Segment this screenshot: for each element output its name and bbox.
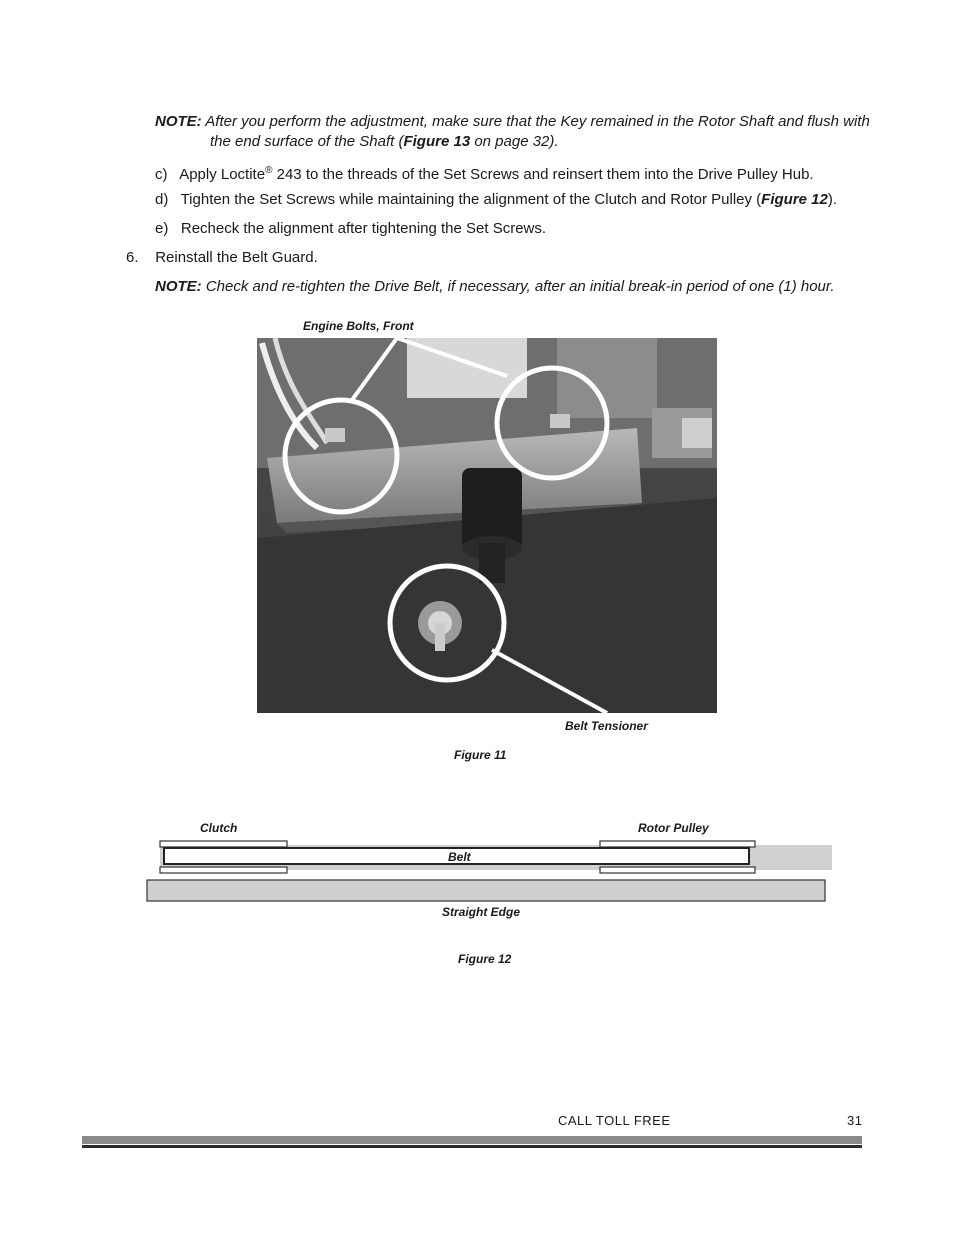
step-d-pre: Tighten the Set Screws while maintaining the alignment of the Clutch and Rotor Pulley ( [180,191,762,208]
step-e [155,219,546,239]
note-break-in [155,277,835,297]
step-d-post: ). [827,191,838,208]
step-c-marker: c) [155,166,168,183]
engine-mount-photo [257,338,717,713]
note2-label: NOTE: [155,278,202,295]
label-engine-bolts: Engine Bolts, Front [303,319,414,333]
note-text-line2-post: on page 32). [470,133,559,150]
step-c [155,161,814,185]
step-d [155,190,837,210]
figure-13-ref[interactable]: Figure 13 [403,133,471,150]
step-6-text: Reinstall the Belt Guard. [155,249,318,266]
note2-text: Check and re-tighten the Drive Belt, if necessary, after an initial break-in period of one (1) hour. [205,278,835,295]
note-text-line1: After you perform the adjustment, make sure that the Key remained in the Rotor Shaft and flush with [205,113,870,130]
figure-12-caption: Figure 12 [458,952,512,966]
registered-mark: ® [265,165,273,176]
label-belt-tensioner: Belt Tensioner [565,719,648,733]
footer-rule-dark [82,1145,862,1148]
alignment-diagram-svg [140,835,840,910]
engine-mount-illustration [257,338,717,713]
straight-edge-shape [147,880,825,901]
note-label: NOTE: [155,113,202,130]
rotor-pulley-upper-flange [600,841,755,847]
footer-rule-gray [82,1136,862,1144]
rotor-pulley-lower-flange [600,867,755,873]
step-e-text: Recheck the alignment after tightening the Set Screws. [180,220,547,237]
step-6 [126,248,318,268]
label-belt: Belt [448,850,471,864]
figure-12-ref[interactable]: Figure 12 [761,191,828,208]
step-6-marker: 6. [126,249,139,266]
alignment-diagram [140,835,840,910]
clutch-upper-flange [160,841,287,847]
step-c-post: 243 to the threads of the Set Screws and reinsert them into the Drive Pulley Hub. [272,166,814,183]
clutch-lower-flange [160,867,287,873]
step-c-pre: Apply Loctite [179,166,266,183]
page-number: 31 [847,1113,863,1128]
note-adjustment [155,112,875,132]
footer-call-toll-free: CALL TOLL FREE [558,1113,671,1128]
label-rotor-pulley: Rotor Pulley [638,821,709,835]
label-clutch: Clutch [200,821,238,835]
note-adjustment-line2 [210,132,559,152]
note-text-line2-pre: the end surface of the Shaft ( [210,133,404,150]
label-straight-edge: Straight Edge [442,905,521,919]
step-e-marker: e) [155,220,169,237]
figure-11-caption: Figure 11 [454,748,507,762]
step-d-marker: d) [155,191,169,208]
